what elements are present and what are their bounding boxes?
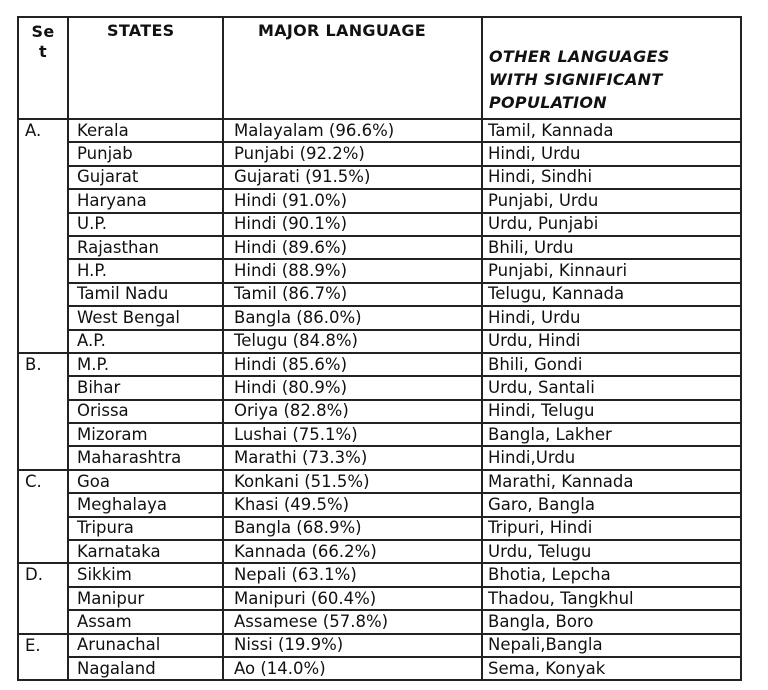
state-cell: Maharashtra	[68, 446, 223, 469]
major-language-cell: Ao (14.0%)	[223, 657, 482, 680]
state-cell: Goa	[68, 470, 223, 493]
major-language-cell: Bangla (68.9%)	[223, 517, 482, 540]
other-languages-cell: Bhili, Gondi	[482, 353, 741, 376]
table-row	[18, 353, 741, 376]
table-row	[18, 376, 741, 399]
other-languages-cell: Urdu, Hindi	[482, 330, 741, 353]
major-language-cell: Malayalam (96.6%)	[223, 119, 482, 142]
other-languages-cell: Sema, Konyak	[482, 657, 741, 680]
major-language-cell: Konkani (51.5%)	[223, 470, 482, 493]
table-row	[18, 166, 741, 189]
state-cell: Bihar	[68, 376, 223, 399]
major-language-cell: Hindi (88.9%)	[223, 259, 482, 282]
other-languages-cell: Bhotia, Lepcha	[482, 563, 741, 586]
other-languages-cell: Urdu, Telugu	[482, 540, 741, 563]
set-label: A.	[18, 119, 68, 353]
table-row	[18, 446, 741, 469]
major-language-cell: Marathi (73.3%)	[223, 446, 482, 469]
state-cell: Karnataka	[68, 540, 223, 563]
other-languages-cell: Hindi, Urdu	[482, 142, 741, 165]
table-row	[18, 563, 741, 586]
set-label: C.	[18, 470, 68, 564]
state-cell: Nagaland	[68, 657, 223, 680]
table-row	[18, 540, 741, 563]
table-row	[18, 189, 741, 212]
state-cell: Sikkim	[68, 563, 223, 586]
state-cell: M.P.	[68, 353, 223, 376]
other-languages-cell: Hindi, Sindhi	[482, 166, 741, 189]
table-row	[18, 213, 741, 236]
major-language-cell: Hindi (89.6%)	[223, 236, 482, 259]
language-table	[17, 16, 742, 681]
header-major-language: MAJOR LANGUAGE	[223, 17, 482, 119]
table-row	[18, 330, 741, 353]
state-cell: Arunachal	[68, 634, 223, 657]
other-languages-cell: Punjabi, Urdu	[482, 189, 741, 212]
state-cell: Punjab	[68, 142, 223, 165]
state-cell: Orissa	[68, 400, 223, 423]
header-other-line1: OTHER LANGUAGES	[489, 47, 670, 66]
other-languages-cell: Thadou, Tangkhul	[482, 587, 741, 610]
major-language-cell: Tamil (86.7%)	[223, 283, 482, 306]
major-language-cell: Assamese (57.8%)	[223, 610, 482, 633]
table-row	[18, 306, 741, 329]
state-cell: U.P.	[68, 213, 223, 236]
state-cell: Assam	[68, 610, 223, 633]
table-row	[18, 657, 741, 680]
other-languages-cell: Nepali,Bangla	[482, 634, 741, 657]
major-language-cell: Lushai (75.1%)	[223, 423, 482, 446]
other-languages-cell: Hindi,Urdu	[482, 446, 741, 469]
other-languages-cell: Telugu, Kannada	[482, 283, 741, 306]
other-languages-cell: Bangla, Boro	[482, 610, 741, 633]
major-language-cell: Hindi (85.6%)	[223, 353, 482, 376]
state-cell: Tripura	[68, 517, 223, 540]
state-cell: A.P.	[68, 330, 223, 353]
table-row	[18, 634, 741, 657]
header-other-line2: WITH SIGNIFICANT	[489, 70, 663, 89]
header-row	[18, 17, 741, 119]
table-body	[18, 119, 741, 680]
major-language-cell: Gujarati (91.5%)	[223, 166, 482, 189]
table-row	[18, 470, 741, 493]
state-cell: Kerala	[68, 119, 223, 142]
header-other-line3: POPULATION	[489, 93, 607, 112]
major-language-cell: Punjabi (92.2%)	[223, 142, 482, 165]
header-other-languages	[482, 17, 741, 119]
set-label: E.	[18, 634, 68, 681]
state-cell: Rajasthan	[68, 236, 223, 259]
other-languages-cell: Bhili, Urdu	[482, 236, 741, 259]
table-row	[18, 493, 741, 516]
other-languages-cell: Urdu, Santali	[482, 376, 741, 399]
other-languages-cell: Garo, Bangla	[482, 493, 741, 516]
table-row	[18, 587, 741, 610]
major-language-cell: Nissi (19.9%)	[223, 634, 482, 657]
major-language-cell: Nepali (63.1%)	[223, 563, 482, 586]
other-languages-cell: Bangla, Lakher	[482, 423, 741, 446]
other-languages-cell: Hindi, Urdu	[482, 306, 741, 329]
table-row	[18, 400, 741, 423]
state-cell: Gujarat	[68, 166, 223, 189]
table-row	[18, 119, 741, 142]
set-label: D.	[18, 563, 68, 633]
header-set-line2: t	[39, 42, 47, 61]
major-language-cell: Kannada (66.2%)	[223, 540, 482, 563]
state-cell: Mizoram	[68, 423, 223, 446]
table-row	[18, 423, 741, 446]
table-row	[18, 610, 741, 633]
other-languages-cell: Urdu, Punjabi	[482, 213, 741, 236]
state-cell: West Bengal	[68, 306, 223, 329]
state-cell: Meghalaya	[68, 493, 223, 516]
table-row	[18, 142, 741, 165]
header-set-line1: Se	[31, 22, 55, 41]
table-row	[18, 259, 741, 282]
other-languages-cell: Hindi, Telugu	[482, 400, 741, 423]
state-cell: H.P.	[68, 259, 223, 282]
header-set	[18, 17, 68, 119]
table-row	[18, 236, 741, 259]
table-row	[18, 283, 741, 306]
major-language-cell: Manipuri (60.4%)	[223, 587, 482, 610]
other-languages-cell: Punjabi, Kinnauri	[482, 259, 741, 282]
other-languages-cell: Tripuri, Hindi	[482, 517, 741, 540]
major-language-cell: Hindi (91.0%)	[223, 189, 482, 212]
major-language-cell: Khasi (49.5%)	[223, 493, 482, 516]
set-label: B.	[18, 353, 68, 470]
other-languages-cell: Tamil, Kannada	[482, 119, 741, 142]
table-row	[18, 517, 741, 540]
state-cell: Haryana	[68, 189, 223, 212]
major-language-cell: Oriya (82.8%)	[223, 400, 482, 423]
state-cell: Tamil Nadu	[68, 283, 223, 306]
major-language-cell: Bangla (86.0%)	[223, 306, 482, 329]
other-languages-cell: Marathi, Kannada	[482, 470, 741, 493]
header-states: STATES	[68, 17, 223, 119]
major-language-cell: Telugu (84.8%)	[223, 330, 482, 353]
major-language-cell: Hindi (80.9%)	[223, 376, 482, 399]
major-language-cell: Hindi (90.1%)	[223, 213, 482, 236]
state-cell: Manipur	[68, 587, 223, 610]
